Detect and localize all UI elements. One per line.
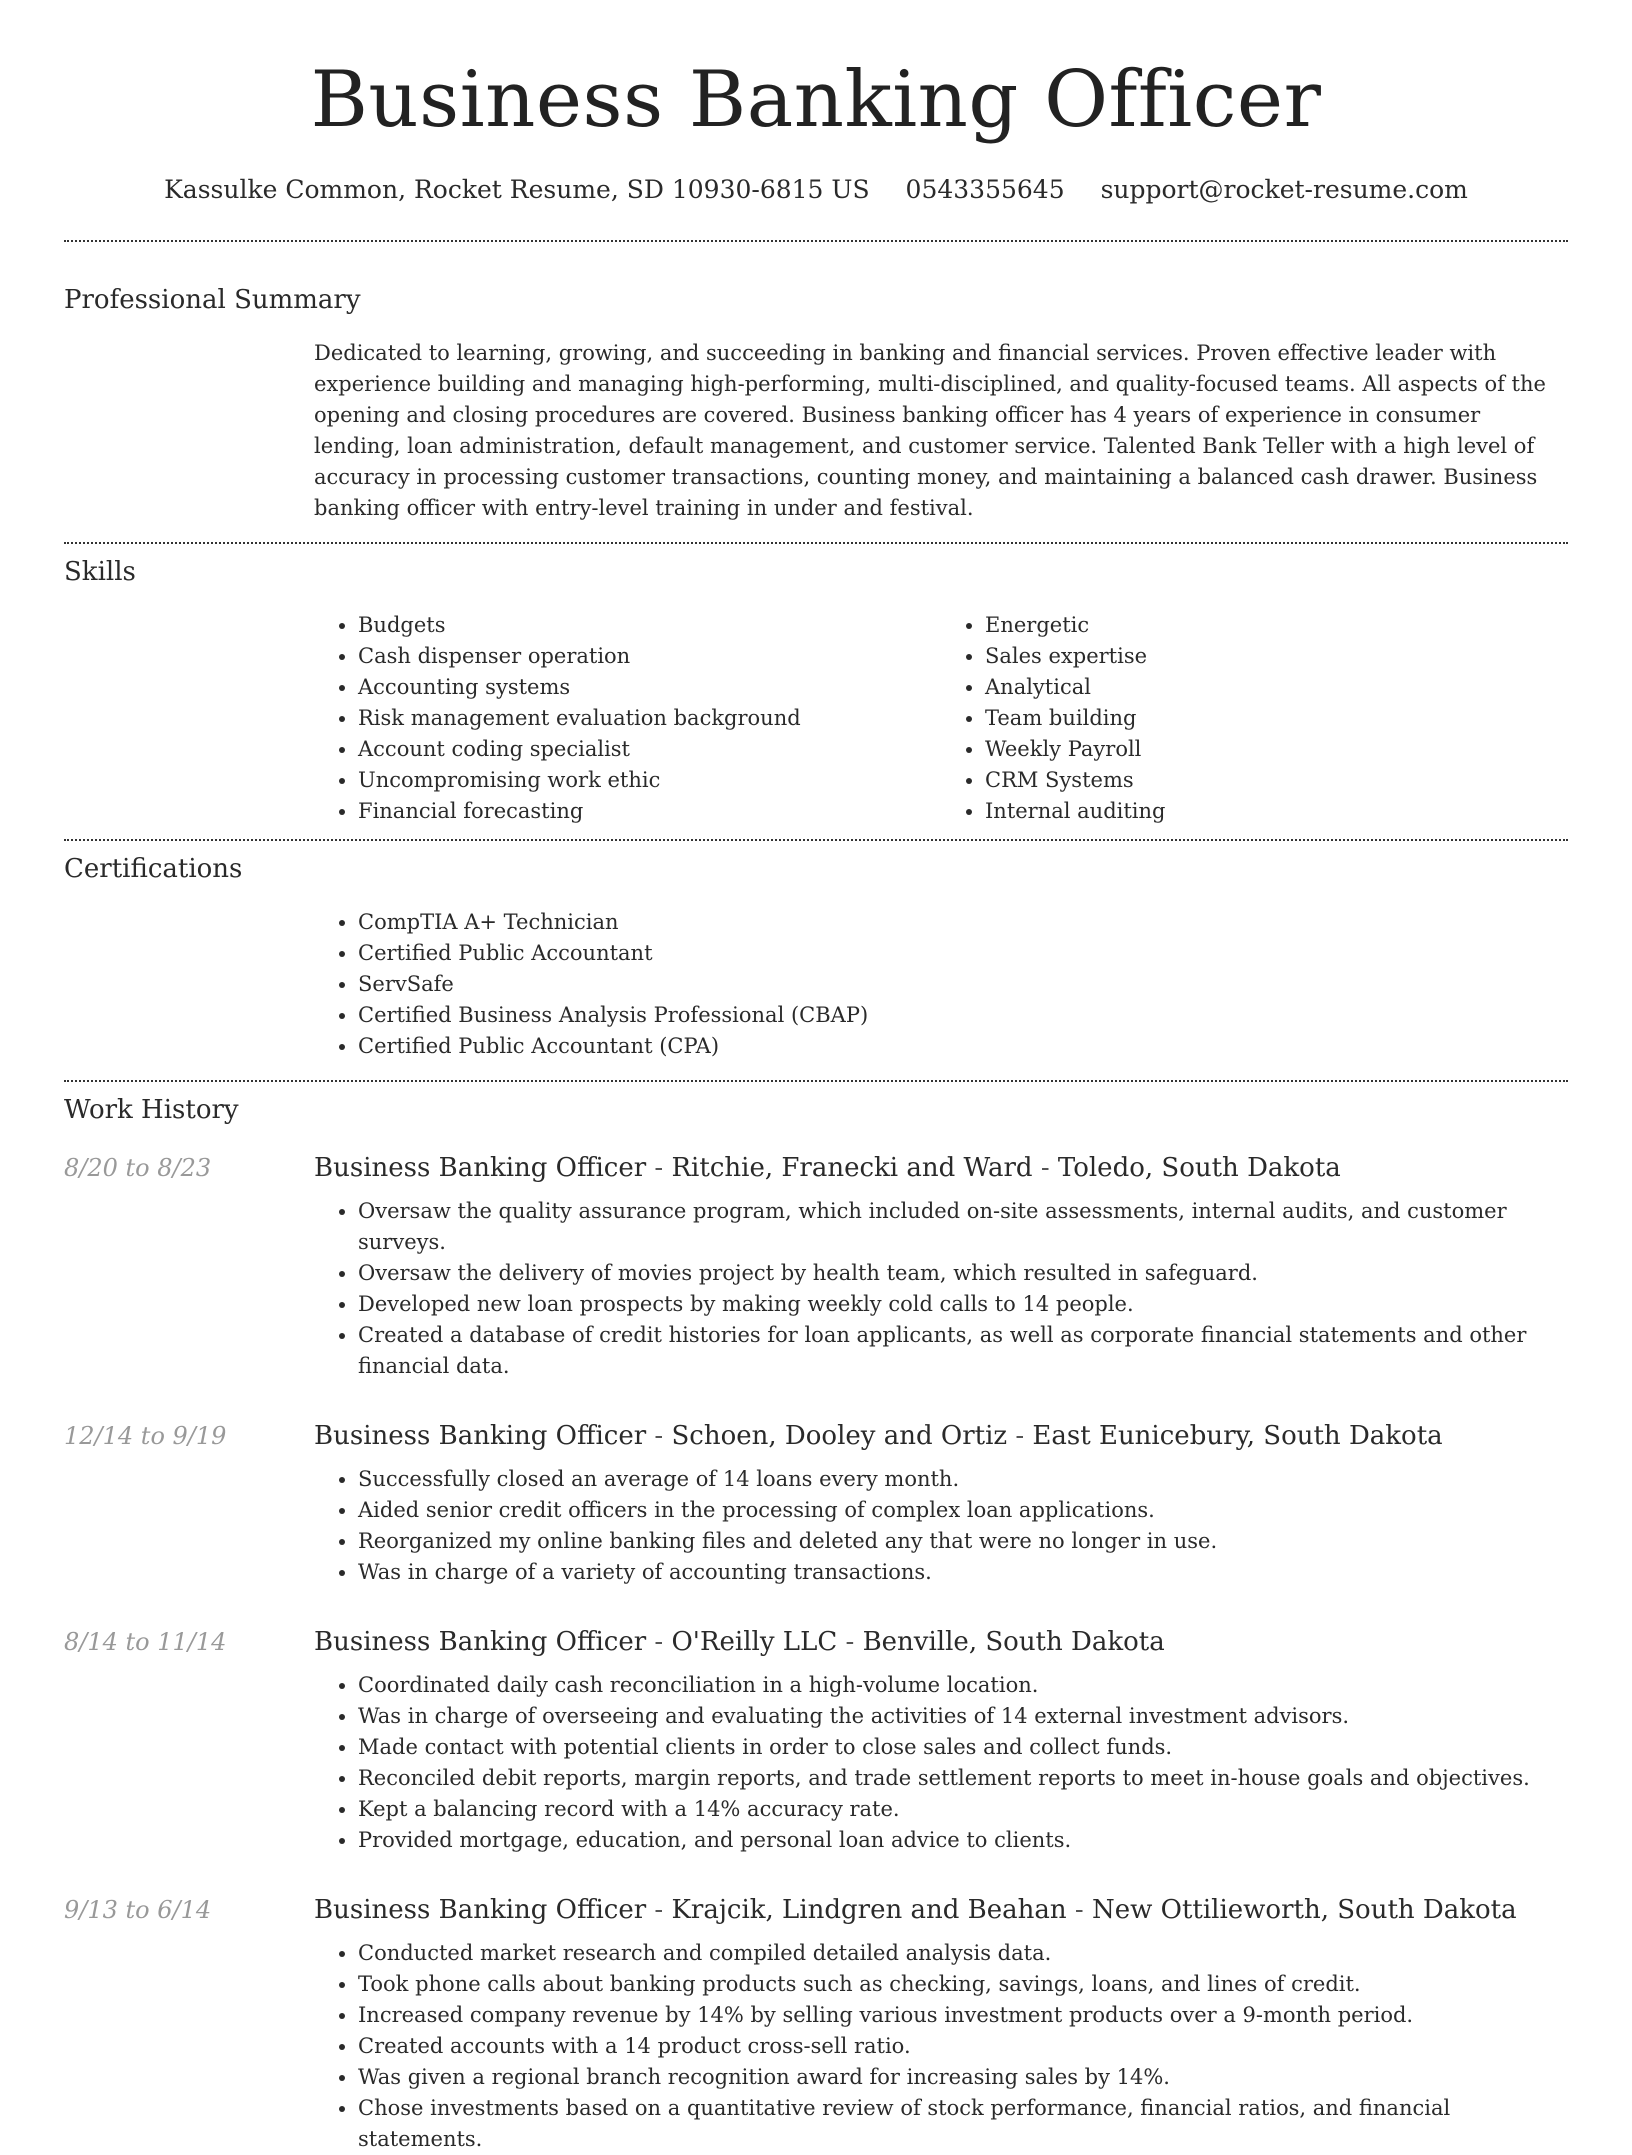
certification-item: • ServSafe (358, 969, 1568, 1000)
job-role: Business Banking Officer (314, 1627, 647, 1657)
job-separator: - (837, 1627, 863, 1657)
job-bullet: • Oversaw the delivery of movies project by health team, which resulted in safeguard. (358, 1258, 1568, 1289)
job-dates: 9/13 to 6/14 (64, 1896, 212, 1924)
certifications-list (314, 907, 1568, 1062)
job-bullet: • Made contact with potential clients in order to close sales and collect funds. (358, 1732, 1568, 1763)
certification-item: • Certified Public Accountant (358, 938, 1568, 969)
job-location: Benville, South Dakota (862, 1627, 1165, 1657)
job-entry (64, 1626, 1568, 1856)
job-separator: - (646, 1421, 672, 1451)
job-bullet: • Created a database of credit histories for loan applicants, as well as corporate financial statements and other financial data. (358, 1320, 1568, 1382)
divider (64, 542, 1568, 544)
skill-item: • Weekly Payroll (985, 734, 1568, 765)
job-separator: - (1032, 1153, 1058, 1183)
summary-heading: Professional Summary (64, 285, 361, 315)
job-location: East Eunicebury, South Dakota (1032, 1421, 1443, 1451)
contact-address: Kassulke Common, Rocket Resume, SD 10930-6815 US (164, 175, 870, 204)
job-entry (64, 1894, 1568, 2155)
job-company: Krajcik, Lindgren and Beahan (671, 1895, 1067, 1925)
job-bullets (314, 1938, 1568, 2155)
job-separator: - (646, 1153, 672, 1183)
job-dates: 8/20 to 8/23 (64, 1154, 212, 1182)
job-bullet: • Took phone calls about banking products such as checking, savings, loans, and lines of credit. (358, 1969, 1568, 2000)
skill-item: • Team building (985, 703, 1568, 734)
job-title (314, 1420, 1568, 1452)
job-bullet: • Increased company revenue by 14% by selling various investment products over a 9-month period. (358, 2000, 1568, 2031)
job-dates: 12/14 to 9/19 (64, 1422, 227, 1450)
job-bullet: • Developed new loan prospects by making weekly cold calls to 14 people. (358, 1289, 1568, 1320)
job-dates: 8/14 to 11/14 (64, 1628, 227, 1656)
job-bullet: • Chose investments based on a quantitative review of stock performance, financial ratios, and financial statements. (358, 2093, 1568, 2155)
skill-item: • Accounting systems (358, 672, 941, 703)
skill-item: • Risk management evaluation background (358, 703, 941, 734)
job-role: Business Banking Officer (314, 1895, 647, 1925)
job-role: Business Banking Officer (314, 1153, 647, 1183)
divider (64, 240, 1568, 242)
job-location: Toledo, South Dakota (1057, 1153, 1341, 1183)
skills-heading: Skills (64, 557, 136, 587)
skill-item: • CRM Systems (985, 765, 1568, 796)
job-bullet: • Coordinated daily cash reconciliation in a high-volume location. (358, 1670, 1568, 1701)
summary-section (64, 284, 1568, 524)
job-bullets (314, 1464, 1568, 1588)
job-bullets (314, 1196, 1568, 1382)
job-company: Ritchie, Franecki and Ward (671, 1153, 1033, 1183)
skills-list-right (941, 610, 1568, 827)
job-bullet: • Reconciled debit reports, margin reports, and trade settlement reports to meet in-house goals and objectives. (358, 1763, 1568, 1794)
job-company: Schoen, Dooley and Ortiz (671, 1421, 1008, 1451)
job-role: Business Banking Officer (314, 1421, 647, 1451)
job-location: New Ottilieworth, South Dakota (1091, 1895, 1517, 1925)
job-bullet: • Created accounts with a 14 product cross-sell ratio. (358, 2031, 1568, 2062)
job-bullet: • Oversaw the quality assurance program, which included on-site assessments, internal audits, and customer surveys. (358, 1196, 1568, 1258)
skill-item: • Account coding specialist (358, 734, 941, 765)
summary-text: Dedicated to learning, growing, and succeeding in banking and financial services. Proven effective leader with experience building and managing high-performing, multi-disciplined, and quality-focused teams. All aspects of the opening and closing procedures are covered. Business banking officer has 4 years of experience in consumer lending, loan administration, default management, and customer service. Talented Bank Teller with a high level of accuracy in processing customer transactions, counting money, and maintaining a balanced cash drawer. Business banking officer with entry-level training in under and festival. (314, 341, 1546, 520)
job-bullet: • Was given a regional branch recognition award for increasing sales by 14%. (358, 2062, 1568, 2093)
divider (64, 1080, 1568, 1082)
job-bullet: • Successfully closed an average of 14 loans every month. (358, 1464, 1568, 1495)
job-title (314, 1894, 1568, 1926)
skills-section (64, 556, 1568, 827)
skill-item: • Internal auditing (985, 796, 1568, 827)
work-history-section (64, 1094, 1568, 2155)
job-company: O'Reilly LLC (671, 1627, 838, 1657)
job-separator: - (646, 1895, 672, 1925)
job-bullet: • Reorganized my online banking files and deleted any that were no longer in use. (358, 1526, 1568, 1557)
job-bullet: • Aided senior credit officers in the processing of complex loan applications. (358, 1495, 1568, 1526)
job-entry (64, 1420, 1568, 1588)
divider (64, 839, 1568, 841)
skill-item: • Cash dispenser operation (358, 641, 941, 672)
certification-item: • Certified Public Accountant (CPA) (358, 1031, 1568, 1062)
certification-item: • Certified Business Analysis Professional (CBAP) (358, 1000, 1568, 1031)
contact-line (64, 174, 1568, 206)
skill-item: • Budgets (358, 610, 941, 641)
job-bullet: • Was in charge of a variety of accounting transactions. (358, 1557, 1568, 1588)
work-history-heading: Work History (64, 1095, 239, 1125)
candidate-name: Business Banking Officer (310, 55, 1322, 145)
job-entry (64, 1152, 1568, 1382)
skill-item: • Energetic (985, 610, 1568, 641)
contact-email: support@rocket-resume.com (1100, 175, 1468, 204)
skill-item: • Uncompromising work ethic (358, 765, 941, 796)
job-separator: - (646, 1627, 672, 1657)
certifications-heading: Certifications (64, 854, 243, 884)
job-bullet: • Provided mortgage, education, and personal loan advice to clients. (358, 1825, 1568, 1856)
job-separator: - (1066, 1895, 1092, 1925)
certifications-section (64, 853, 1568, 1062)
resume-page (64, 0, 1568, 2155)
certification-item: • CompTIA A+ Technician (358, 907, 1568, 938)
skill-item: • Analytical (985, 672, 1568, 703)
job-bullets (314, 1670, 1568, 1856)
job-bullet: • Was in charge of overseeing and evaluating the activities of 14 external investment advisors. (358, 1701, 1568, 1732)
skills-list-left (314, 610, 941, 827)
skill-item: • Sales expertise (985, 641, 1568, 672)
job-title (314, 1152, 1568, 1184)
job-bullet: • Conducted market research and compiled detailed analysis data. (358, 1938, 1568, 1969)
skill-item: • Financial forecasting (358, 796, 941, 827)
job-separator: - (1007, 1421, 1033, 1451)
job-bullet: • Kept a balancing record with a 14% accuracy rate. (358, 1794, 1568, 1825)
contact-phone: 0543355645 (905, 175, 1065, 204)
job-title (314, 1626, 1568, 1658)
